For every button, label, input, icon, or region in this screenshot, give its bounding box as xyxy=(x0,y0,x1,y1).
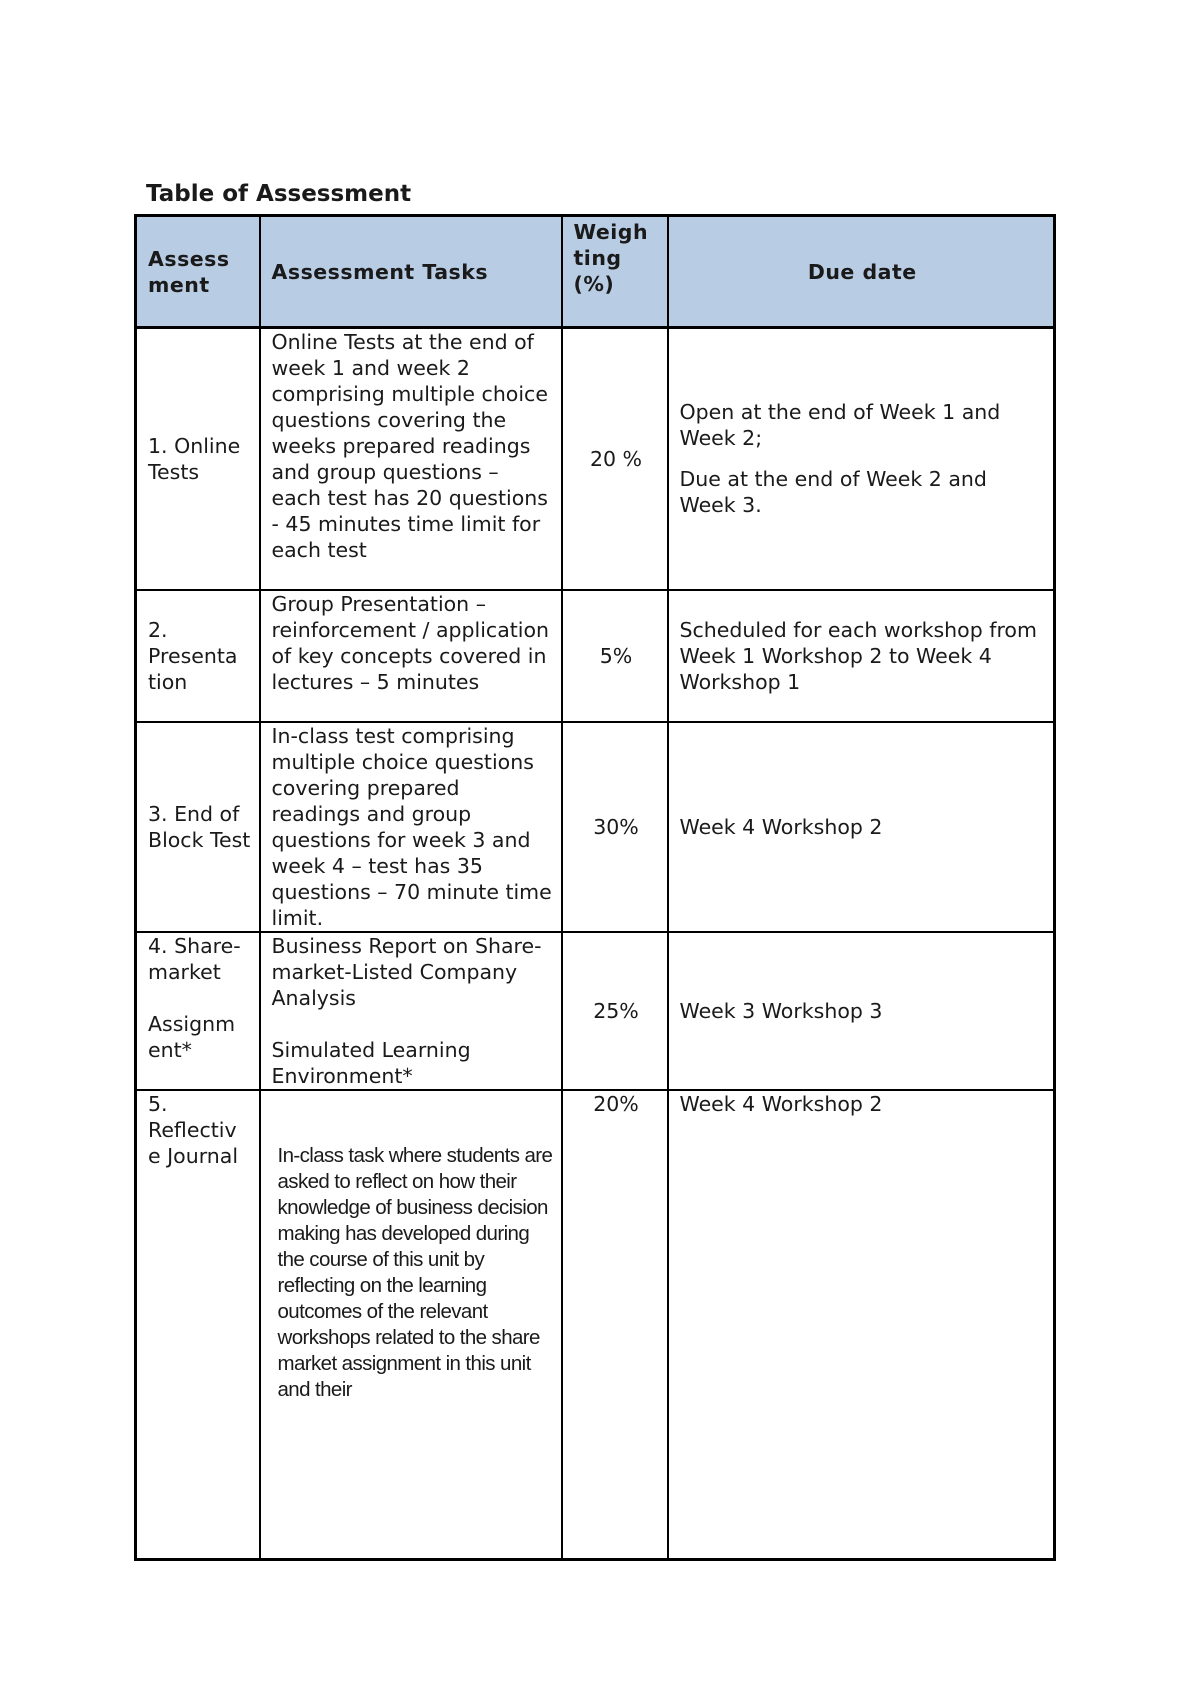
row-1-due-date xyxy=(668,328,1055,590)
row-1-tasks: Online Tests at the end of week 1 and week 2 comprising multiple choice questions covering the weeks prepared readings and group questions – each test has 20 questions - 45 minutes time limit for each test xyxy=(260,328,562,590)
row-1-weighting: 20 % xyxy=(562,328,668,590)
row-3-assessment: 3. End of Block Test xyxy=(136,722,260,932)
row-5-assessment: 5. Reflectiv e Journal xyxy=(136,1090,260,1560)
row-1-due-open: Open at the end of Week 1 and Week 2; xyxy=(679,400,1001,451)
row-2-assessment: 2. Presenta tion xyxy=(136,590,260,722)
header-assessment: Assess ment xyxy=(136,216,260,328)
row-4-assessment-line-1: 4. Share-market xyxy=(148,933,241,984)
row-5-tasks: In-class task where students are asked to reflect on how their knowledge of business decision making has developed during the course of this unit by reflecting on the learning outcomes of the relevant workshops related to the share market assignment in this unit and their xyxy=(260,1090,562,1560)
header-tasks: Assessment Tasks xyxy=(260,216,562,328)
table-row xyxy=(136,590,1055,722)
row-3-tasks: In-class test comprising multiple choice questions covering prepared readings and group questions for week 3 and week 4 – test has 35 questions – 70 minute time limit. xyxy=(260,722,562,932)
row-3-due-date: Week 4 Workshop 2 xyxy=(668,722,1055,932)
row-4-tasks-line-1: Business Report on Share-market-Listed Company Analysis xyxy=(271,933,542,1010)
table-row xyxy=(136,932,1055,1090)
row-5-weighting: 20% xyxy=(562,1090,668,1560)
table-row xyxy=(136,722,1055,932)
row-3-weighting: 30% xyxy=(562,722,668,932)
header-due-date: Due date xyxy=(668,216,1055,328)
row-4-due-date: Week 3 Workshop 3 xyxy=(668,932,1055,1090)
row-5-due-date: Week 4 Workshop 2 xyxy=(668,1090,1055,1560)
table-row xyxy=(136,1090,1055,1560)
row-2-due-date: Scheduled for each workshop from Week 1 Workshop 2 to Week 4 Workshop 1 xyxy=(668,590,1055,722)
row-4-tasks xyxy=(260,932,562,1090)
row-4-tasks-line-2: Simulated Learning Environment* xyxy=(271,1037,471,1088)
row-1-due-close: Due at the end of Week 2 and Week 3. xyxy=(679,467,987,518)
table-row xyxy=(136,328,1055,590)
assessment-table xyxy=(134,214,1056,1561)
row-2-weighting: 5% xyxy=(562,590,668,722)
row-1-assessment: 1. Online Tests xyxy=(136,328,260,590)
row-2-tasks: Group Presentation – reinforcement / application of key concepts covered in lectures – 5 minutes xyxy=(260,590,562,722)
header-weighting: Weigh ting (%) xyxy=(562,216,668,328)
page-title: Table of Assessment xyxy=(146,181,412,207)
row-4-weighting: 25% xyxy=(562,932,668,1090)
row-4-assessment-line-2: Assignm ent* xyxy=(148,1011,236,1062)
row-4-assessment xyxy=(136,932,260,1090)
table-header-row xyxy=(136,216,1055,328)
